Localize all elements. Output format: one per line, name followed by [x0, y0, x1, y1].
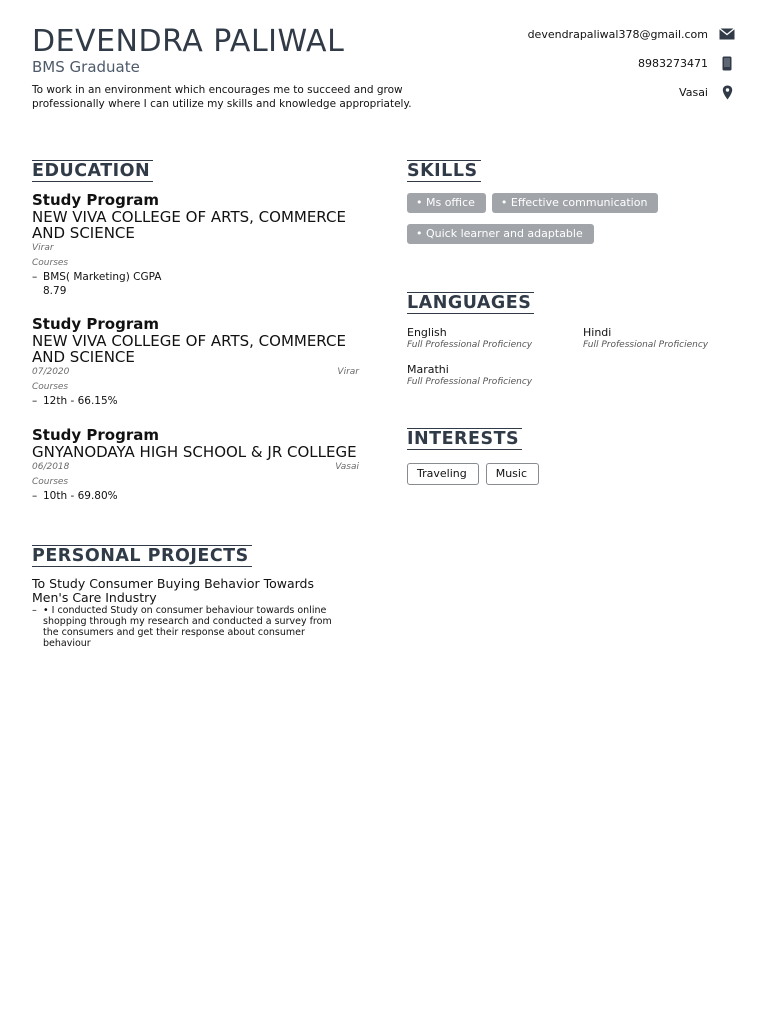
education-meta [32, 365, 359, 380]
envelope-icon [718, 26, 736, 42]
language-name: Marathi [407, 363, 449, 376]
course-text: 10th - 69.80% [43, 489, 118, 502]
study-program: Study Program [32, 191, 159, 209]
education-location: Virar [337, 367, 359, 377]
project-description [32, 605, 359, 649]
languages-heading: LANGUAGES [407, 292, 534, 314]
language-name: English [407, 326, 447, 339]
contact-email[interactable] [528, 26, 736, 42]
courses-label: Courses [32, 382, 69, 392]
candidate-name: DEVENDRA PALIWAL [32, 24, 345, 59]
interests-list [407, 463, 736, 485]
course-text: 12th - 66.15% [43, 395, 118, 407]
education-item [32, 427, 359, 504]
contact-phone[interactable] [638, 55, 736, 71]
language-item [583, 326, 743, 351]
skills-heading: SKILLS [407, 160, 481, 182]
career-objective: To work in an environment which encourages me to succeed and grow professionally where I can utilize my skills and knowledge appropriately. [32, 84, 412, 110]
education-location: Virar [32, 243, 54, 253]
project-title: To Study Consumer Buying Behavior Towards Men's Care Industry [32, 576, 314, 605]
language-level: Full Professional Proficiency [583, 340, 709, 350]
courses-label: Courses [32, 258, 69, 268]
languages-section [407, 292, 736, 388]
education-item [32, 192, 359, 298]
interests-heading: INTERESTS [407, 428, 522, 450]
education-item [32, 316, 359, 409]
left-column [32, 160, 359, 649]
language-item [407, 326, 583, 351]
skill-tag: • Quick learner and adaptable [407, 224, 594, 244]
job-title: BMS Graduate [32, 58, 140, 76]
phone-text[interactable]: 8983273471 [638, 56, 708, 70]
interest-tag: Music [486, 463, 539, 485]
projects-heading: PERSONAL PROJECTS [32, 545, 252, 567]
dash-bullet: – [32, 271, 38, 283]
course-item [32, 271, 359, 298]
education-location: Vasai [335, 461, 359, 472]
language-item [407, 363, 583, 388]
language-name: Hindi [583, 326, 612, 339]
study-program: Study Program [32, 425, 159, 444]
education-meta [32, 241, 359, 256]
location-text: Vasai [679, 85, 708, 99]
course-item [32, 490, 359, 504]
languages-list [407, 326, 736, 388]
location-pin-icon [718, 84, 736, 100]
institution-name: NEW VIVA COLLEGE OF ARTS, COMMERCE AND SCIENCE [32, 332, 346, 366]
interest-tag: Traveling [407, 463, 479, 485]
dash-bullet: – [32, 605, 37, 616]
projects-section [32, 545, 359, 649]
phone-icon [718, 55, 736, 71]
dash-bullet: – [32, 489, 38, 502]
dash-bullet: – [32, 395, 38, 407]
interests-section [407, 428, 736, 485]
right-column [407, 160, 736, 485]
skill-tag: • Effective communication [492, 193, 659, 213]
language-level: Full Professional Proficiency [407, 340, 533, 350]
education-date: 07/2020 [32, 367, 70, 377]
education-meta [32, 460, 359, 475]
study-program: Study Program [32, 315, 159, 333]
resume-header [32, 24, 736, 134]
education-heading: EDUCATION [32, 160, 153, 182]
email-text[interactable]: devendrapaliwal378@gmail.com [527, 27, 708, 41]
skills-list [407, 193, 667, 244]
course-text: BMS( Marketing) CGPA 8.79 [43, 271, 162, 297]
course-item [32, 395, 359, 409]
education-date: 06/2018 [32, 461, 70, 472]
courses-label: Courses [32, 476, 69, 487]
language-level: Full Professional Proficiency [407, 377, 533, 387]
institution-name: NEW VIVA COLLEGE OF ARTS, COMMERCE AND SCIENCE [32, 208, 346, 242]
institution-name: GNYANODAYA HIGH SCHOOL & JR COLLEGE [32, 442, 357, 461]
skill-tag: • Ms office [407, 193, 486, 213]
project-description-text: • I conducted Study on consumer behaviour towards online shopping through my research and conducted a survey from the consumers and get their response about consumer behaviour [43, 605, 332, 649]
contact-location [679, 84, 736, 100]
